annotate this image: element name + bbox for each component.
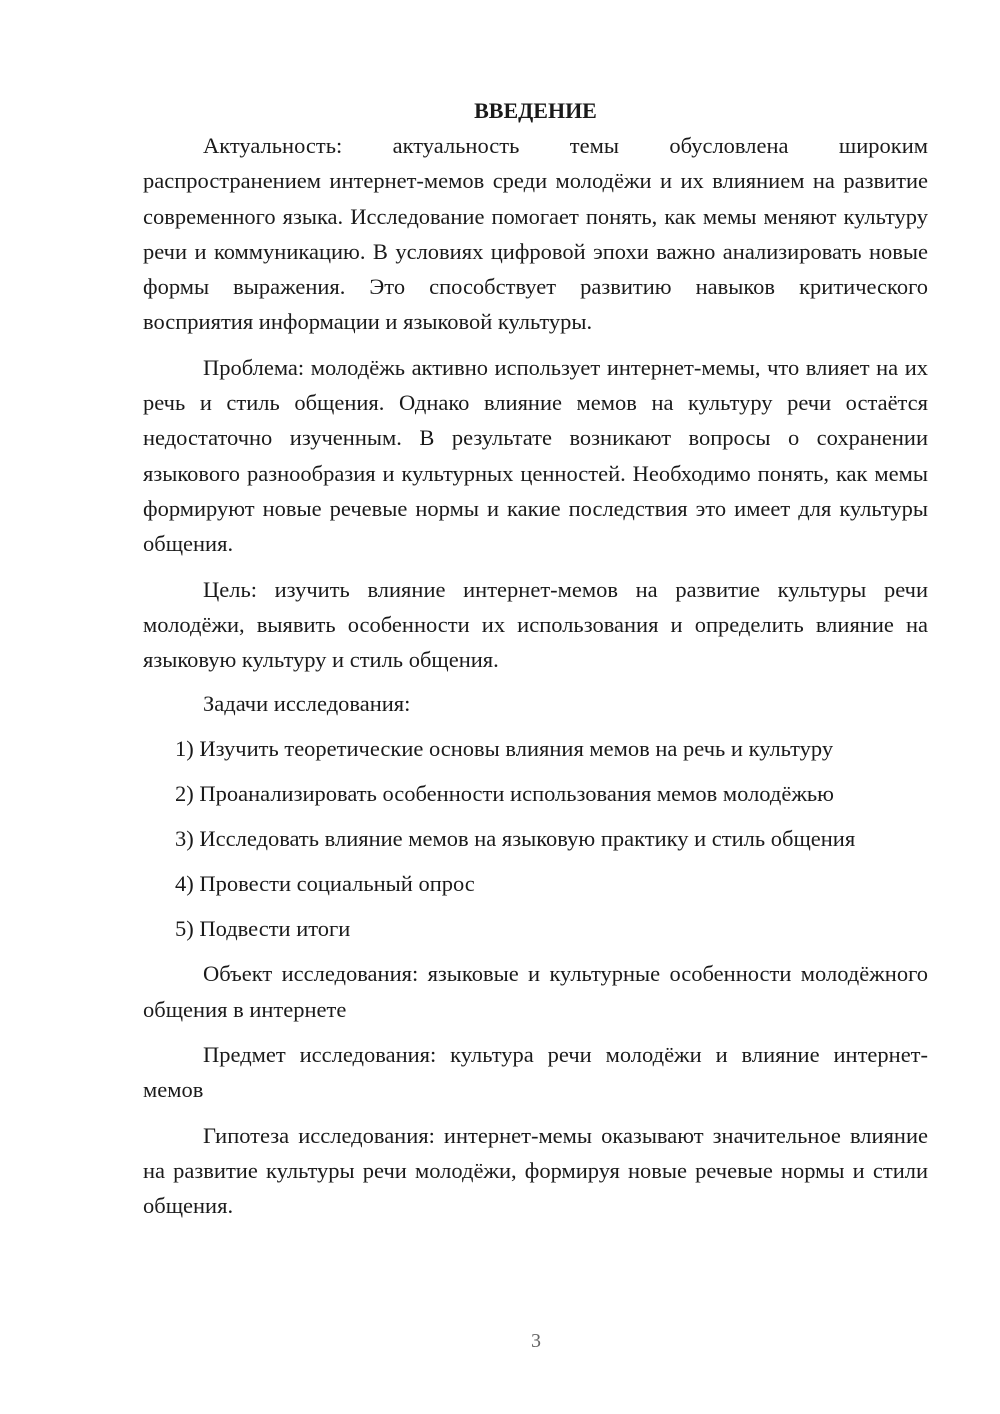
task-item-4: 4) Провести социальный опрос	[175, 871, 475, 897]
relevance-paragraph: Актуальность: актуальность темы обусловлена широким распространением интернет-мемов среди молодёжи и их влиянием на развитие современного языка. Исследование помогает понять, как мемы меняют культуру речи и коммуникацию. В условиях цифровой эпохи важно анализировать новые формы выражения. Это способствует развитию навыков критического восприятия информации и языковой культуры.	[143, 133, 928, 335]
task-item-3: 3) Исследовать влияние мемов на языковую практику и стиль общения	[175, 826, 856, 852]
task-item-2: 2) Проанализировать особенности использования мемов молодёжью	[175, 781, 834, 807]
problem-paragraph: Проблема: молодёжь активно использует интернет-мемы, что влияет на их речь и стиль общения. Однако влияние мемов на культуру речи остаётся недостаточно изученным. В результате возникают вопросы о сохранении языкового разнообразия и культурных ценностей. Необходимо понять, как мемы формируют новые речевые нормы и какие последствия это имеет для культуры общения.	[143, 354, 928, 557]
subject-paragraph: Предмет исследования: культура речи молодёжи и влияние интернет-мемов	[143, 1042, 928, 1103]
document-page	[143, 94, 928, 1224]
object-paragraph: Объект исследования: языковые и культурные особенности молодёжного общения в интернете	[143, 961, 928, 1022]
goal-paragraph: Цель: изучить влияние интернет-мемов на развитие культуры речи молодёжи, выявить особенности их использования и определить влияние на языковую культуру и стиль общения.	[143, 576, 928, 673]
hypothesis-paragraph: Гипотеза исследования: интернет-мемы оказывают значительное влияние на развитие культуры речи молодёжи, формируя новые речевые нормы и стили общения.	[143, 1122, 928, 1219]
tasks-list	[143, 731, 928, 946]
task-item-1: 1) Изучить теоретические основы влияния мемов на речь и культуру	[175, 736, 834, 762]
tasks-heading: Задачи исследования:	[203, 691, 411, 717]
page-number: 3	[531, 1330, 541, 1352]
page-title: ВВЕДЕНИЕ	[474, 98, 597, 123]
task-item-5: 5) Подвести итоги	[175, 916, 351, 942]
